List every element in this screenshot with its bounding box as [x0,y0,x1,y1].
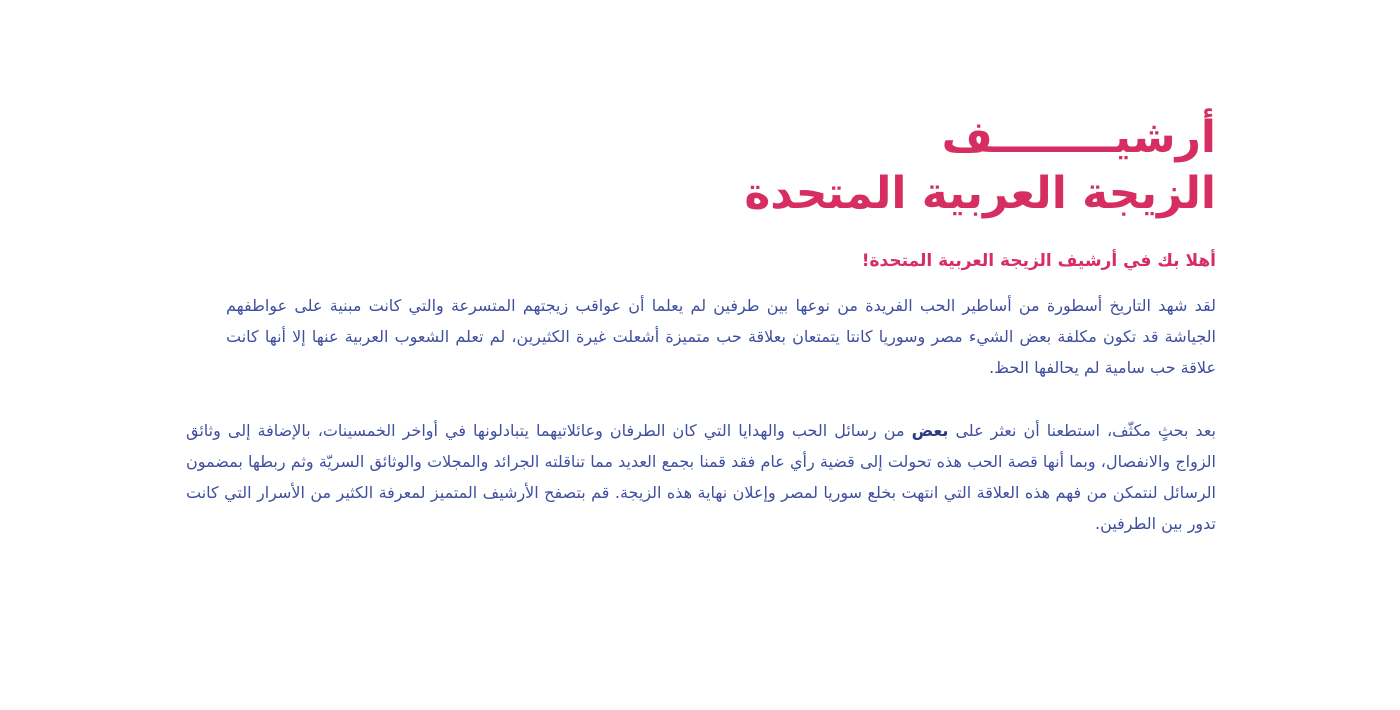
archive-intro [186,110,1216,539]
research-bold-word: بعض [911,421,949,440]
welcome-heading: أهلا بك في أرشيف الزيجة العربية المتحدة! [861,251,1216,271]
page-title-line-2: الزيجة العربية المتحدة [744,168,1216,219]
page-title [186,110,1216,222]
research-text-start: بعد بحثٍ مكثّف، استطعنا أن نعثر على [948,421,1216,440]
page-title-line-1: أرشيــــــــف [941,112,1216,163]
research-paragraph [186,415,1216,539]
research-text-end: من رسائل الحب والهدايا التي كان الطرفان وعائلاتيهما يتبادلونها في أواخر الخمسينات، بالإضافة إلى وثائق الزواج والانفصال، وبما أنها قصة الحب هذه تحولت إلى قضية رأي عام فقد قمنا بجمع العديد مما تناقلته الجرائد والمجلات والوثائق السريّة وثم ربطها بمضمون الرسائل لنتمكن من فهم هذه العلاقة التي انتهت بخلع سوريا لمصر وإعلان نهاية هذه الزيجة. قم بتصفح الأرشيف المتميز لمعرفة الكثير من الأسرار التي كانت تدور بين الطرفين. [186,421,1216,533]
intro-paragraph: لقد شهد التاريخ أسطورة من أساطير الحب الفريدة من نوعها بين طرفين لم يعلما أن عواقب زيجتهم المتسرعة والتي كانت مبنية على عواطفهم الجياشة قد تكون مكلفة بعض الشيء مصر وسوريا كانتا يتمتعان بعلاقة حب متميزة أشعلت غيرة الكثيرين، لم تعلم الشعوب العربية عنها إلا أنها كانت علاقة حب سامية لم يحالفها الحظ. [226,296,1216,377]
